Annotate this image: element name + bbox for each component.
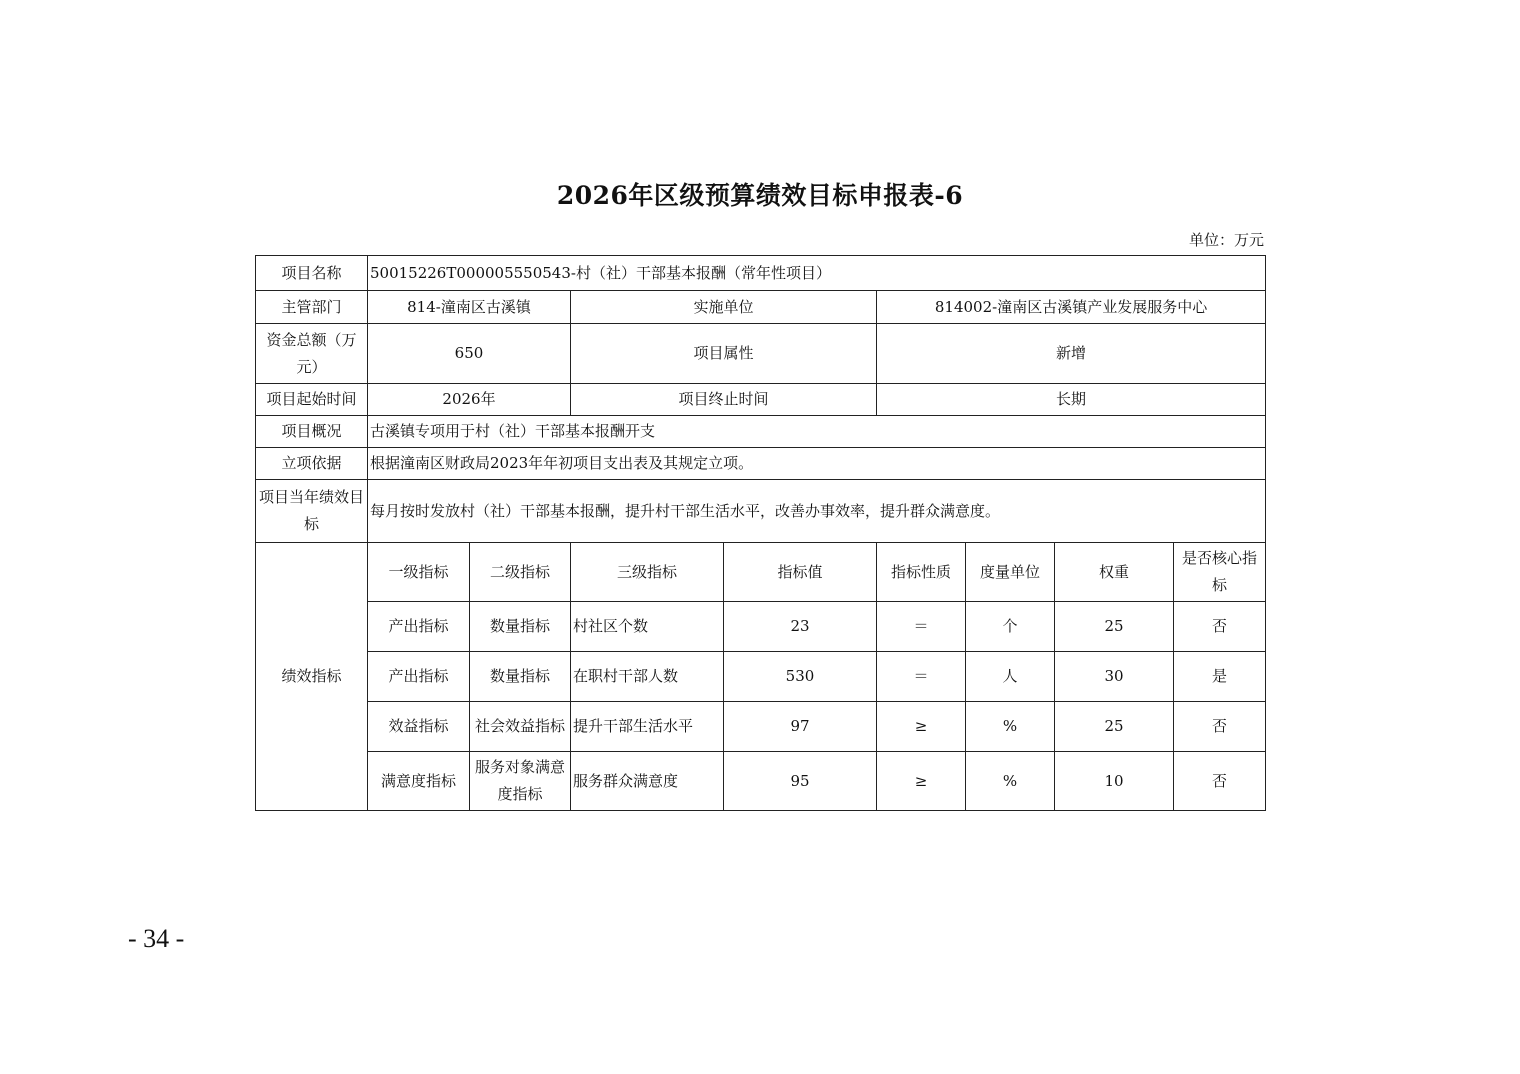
basis-value: 根据潼南区财政局2023年年初项目支出表及其规定立项。 (368, 448, 1266, 480)
header-cell: 二级指标 (470, 543, 571, 602)
indicator-cell: 23 (724, 602, 877, 652)
indicator-cell: 服务对象满意度指标 (470, 752, 571, 811)
indicator-cell: 否 (1174, 602, 1266, 652)
dept-label: 主管部门 (256, 291, 368, 324)
indicator-cell: % (966, 752, 1055, 811)
indicator-cell: 满意度指标 (368, 752, 470, 811)
row-overview (256, 416, 1266, 448)
row-goal (256, 480, 1266, 543)
indicator-cell: ＝ (877, 602, 966, 652)
header-cell: 是否核心指标 (1174, 543, 1266, 602)
goal-label: 项目当年绩效目标 (256, 480, 368, 543)
indicator-cell: % (966, 702, 1055, 752)
indicator-cell: ≥ (877, 702, 966, 752)
indicator-header-row (256, 543, 1266, 602)
indicator-cell: 30 (1055, 652, 1174, 702)
end-value: 长期 (877, 384, 1266, 416)
row-fund (256, 324, 1266, 384)
overview-label: 项目概况 (256, 416, 368, 448)
impl-label: 实施单位 (571, 291, 877, 324)
indicator-cell: 个 (966, 602, 1055, 652)
indicator-row (256, 702, 1266, 752)
unit-label: 单位：万元 (1188, 231, 1264, 249)
end-label: 项目终止时间 (571, 384, 877, 416)
indicator-cell: 在职村干部人数 (571, 652, 724, 702)
indicator-cell: 95 (724, 752, 877, 811)
start-value: 2026年 (368, 384, 571, 416)
row-basis (256, 448, 1266, 480)
overview-value: 古溪镇专项用于村（社）干部基本报酬开支 (368, 416, 1266, 448)
indicator-row (256, 652, 1266, 702)
indicator-cell: 25 (1055, 702, 1174, 752)
indicator-cell: 效益指标 (368, 702, 470, 752)
row-department (256, 291, 1266, 324)
indicator-cell: ≥ (877, 752, 966, 811)
indicator-cell: 产出指标 (368, 652, 470, 702)
header-cell: 一级指标 (368, 543, 470, 602)
indicator-cell: 服务群众满意度 (571, 752, 724, 811)
indicator-row (256, 602, 1266, 652)
indicator-section-label: 绩效指标 (256, 543, 368, 811)
indicator-cell: 97 (724, 702, 877, 752)
indicator-cell: 是 (1174, 652, 1266, 702)
indicator-cell: 否 (1174, 702, 1266, 752)
indicator-cell: 人 (966, 652, 1055, 702)
indicator-cell: 25 (1055, 602, 1174, 652)
row-project-name (256, 256, 1266, 291)
indicator-cell: 数量指标 (470, 652, 571, 702)
indicator-cell: 数量指标 (470, 602, 571, 652)
indicator-cell: 530 (724, 652, 877, 702)
header-cell: 指标性质 (877, 543, 966, 602)
header-cell: 权重 (1055, 543, 1174, 602)
start-label: 项目起始时间 (256, 384, 368, 416)
indicator-cell: ＝ (877, 652, 966, 702)
indicator-cell: 否 (1174, 752, 1266, 811)
indicator-cell: 社会效益指标 (470, 702, 571, 752)
attr-value: 新增 (877, 324, 1266, 384)
attr-label: 项目属性 (571, 324, 877, 384)
project-name-label: 项目名称 (256, 256, 368, 291)
performance-target-table (255, 255, 1266, 811)
row-time (256, 384, 1266, 416)
indicator-cell: 提升干部生活水平 (571, 702, 724, 752)
dept-value: 814-潼南区古溪镇 (368, 291, 571, 324)
project-name-value: 50015226T000005550543-村（社）干部基本报酬（常年性项目） (368, 256, 1266, 291)
goal-value: 每月按时发放村（社）干部基本报酬，提升村干部生活水平，改善办事效率，提升群众满意度。 (368, 480, 1266, 543)
impl-value: 814002-潼南区古溪镇产业发展服务中心 (877, 291, 1266, 324)
indicator-cell: 村社区个数 (571, 602, 724, 652)
indicator-row (256, 752, 1266, 811)
fund-label: 资金总额（万元） (256, 324, 368, 384)
header-cell: 度量单位 (966, 543, 1055, 602)
fund-value: 650 (368, 324, 571, 384)
basis-label: 立项依据 (256, 448, 368, 480)
header-cell: 三级指标 (571, 543, 724, 602)
indicator-cell: 产出指标 (368, 602, 470, 652)
header-cell: 指标值 (724, 543, 877, 602)
page-title: 2026年区级预算绩效目标申报表-6 (556, 181, 964, 210)
indicator-cell: 10 (1055, 752, 1174, 811)
page-number: - 34 - (128, 924, 185, 953)
